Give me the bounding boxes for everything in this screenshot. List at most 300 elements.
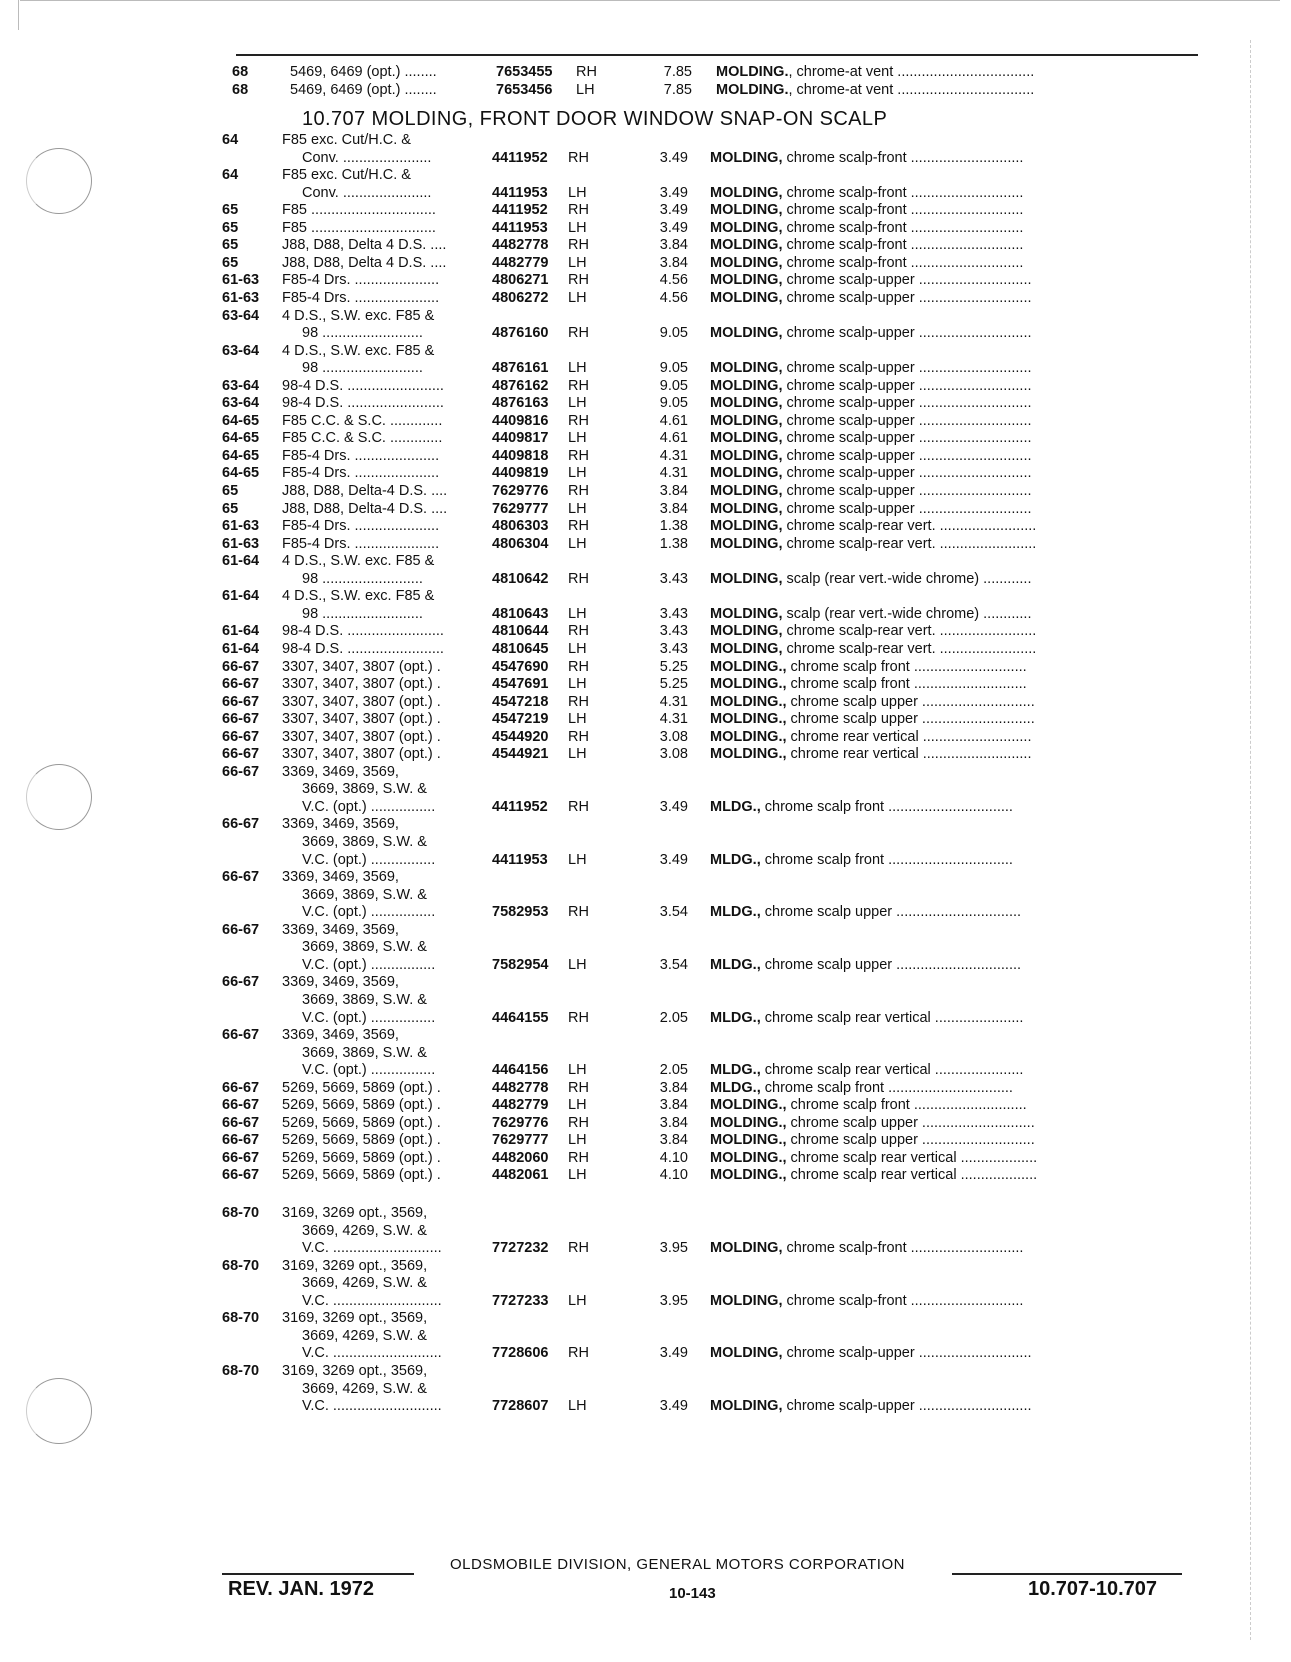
part-number: 7629776 xyxy=(492,1114,549,1131)
model-year: 64-65 xyxy=(222,412,260,429)
table-row xyxy=(0,1131,1291,1150)
table-row-continuation xyxy=(0,1257,1291,1276)
part-name-keyword: MOLDING, xyxy=(710,447,783,464)
part-name-keyword: MLDG., xyxy=(710,956,761,973)
table-row xyxy=(0,289,1291,308)
part-number: 4411952 xyxy=(492,798,548,815)
part-name-keyword: MOLDING, xyxy=(710,377,783,394)
model-year: 66-67 xyxy=(222,1114,260,1131)
footer-division: OLDSMOBILE DIVISION, GENERAL MOTORS CORPORATION xyxy=(450,1556,905,1573)
part-name-keyword: MOLDING, xyxy=(710,289,783,306)
table-row xyxy=(0,675,1291,694)
model-description: F85 exc. Cut/H.C. & xyxy=(282,167,411,184)
model-description: 3669, 3869, S.W. & xyxy=(302,886,427,903)
part-name-keyword: MLDG., xyxy=(710,798,761,815)
part-name xyxy=(716,81,1131,100)
list-price: 3.43 xyxy=(659,605,688,622)
part-name-detail: scalp (rear vert.-wide chrome) ............ xyxy=(782,570,1032,587)
model-description: V.C. ........................... xyxy=(302,1398,442,1415)
part-name-keyword: MOLDING, xyxy=(710,254,783,271)
part-number: 4464155 xyxy=(492,1009,549,1026)
model-description: 3669, 4269, S.W. & xyxy=(302,1380,427,1397)
model-description: F85 ............................... xyxy=(282,202,436,219)
side: RH xyxy=(568,377,589,394)
model-description: F85-4 Drs. ..................... xyxy=(282,289,440,306)
model-description: 3369, 3469, 3569, xyxy=(282,974,399,991)
part-name-keyword: MOLDING, xyxy=(710,149,783,166)
part-name xyxy=(710,535,1125,554)
table-row xyxy=(0,219,1291,238)
table-row-continuation xyxy=(0,1380,1291,1399)
part-name-keyword: MOLDING., xyxy=(710,1149,787,1166)
side: RH xyxy=(568,237,589,254)
side: LH xyxy=(568,640,587,657)
table-row xyxy=(0,622,1291,641)
part-name-detail: chrome scalp-rear vert. ........................ xyxy=(782,640,1037,657)
part-name xyxy=(710,1397,1125,1416)
table-row-continuation xyxy=(0,307,1291,326)
part-name xyxy=(710,359,1125,378)
side: RH xyxy=(568,149,589,166)
side: RH xyxy=(576,64,597,80)
table-row-continuation xyxy=(0,833,1291,852)
model-year: 68-70 xyxy=(222,1257,260,1274)
part-number: 7727232 xyxy=(492,1240,549,1257)
model-description: V.C. (opt.) ................ xyxy=(302,851,436,868)
part-number: 7582954 xyxy=(492,956,549,973)
part-name-detail: scalp (rear vert.-wide chrome) ............ xyxy=(782,605,1032,622)
table-row-continuation xyxy=(0,1204,1291,1223)
part-number: 4482060 xyxy=(492,1149,549,1166)
model-description: 98-4 D.S. ........................ xyxy=(282,395,444,412)
list-price: 3.84 xyxy=(659,1097,688,1114)
part-name xyxy=(710,377,1125,396)
list-price: 7.85 xyxy=(663,64,692,80)
list-price: 3.43 xyxy=(659,623,688,640)
part-name-keyword: MLDG., xyxy=(710,1009,761,1026)
model-description: 3669, 4269, S.W. & xyxy=(302,1275,427,1292)
model-description: Conv. ...................... xyxy=(302,184,432,201)
part-name-keyword: MOLDING. xyxy=(716,81,789,98)
part-name-detail: chrome scalp-front ............................ xyxy=(782,237,1024,254)
model-year: 63-64 xyxy=(222,395,260,412)
model-year: 68-70 xyxy=(222,1362,260,1379)
side: LH xyxy=(568,1167,587,1184)
part-name-detail: , chrome-at vent .................................. xyxy=(788,64,1035,80)
side: LH xyxy=(568,535,587,552)
model-year: 65 xyxy=(222,202,239,219)
part-number: 4876161 xyxy=(492,360,549,377)
part-name xyxy=(710,1292,1125,1311)
part-name xyxy=(710,500,1125,519)
part-name-keyword: MOLDING, xyxy=(710,219,783,236)
part-number: 4409819 xyxy=(492,465,549,482)
part-name-detail: chrome scalp rear vertical ...................... xyxy=(760,1009,1024,1026)
side: LH xyxy=(568,465,587,482)
model-description: 3307, 3407, 3807 (opt.) . xyxy=(282,728,441,745)
table-row xyxy=(0,324,1291,343)
table-row-continuation xyxy=(0,166,1291,185)
model-description: 3669, 3869, S.W. & xyxy=(302,1044,427,1061)
model-description: 4 D.S., S.W. exc. F85 & xyxy=(282,342,435,359)
list-price: 1.38 xyxy=(659,518,688,535)
part-name xyxy=(710,219,1125,238)
list-price: 4.31 xyxy=(659,711,688,728)
side: RH xyxy=(568,202,589,219)
model-year: 61-64 xyxy=(222,640,260,657)
side: RH xyxy=(568,904,589,921)
model-description: F85 exc. Cut/H.C. & xyxy=(282,132,411,148)
side: LH xyxy=(568,1398,587,1415)
part-name-keyword: MOLDING, xyxy=(710,412,783,429)
part-name-keyword: MLDG., xyxy=(710,1062,761,1079)
model-year: 68-70 xyxy=(222,1310,260,1327)
part-name-keyword: MOLDING, xyxy=(710,1345,783,1362)
part-name-keyword: MOLDING, xyxy=(710,1398,783,1415)
part-name xyxy=(710,1114,1125,1133)
table-row-continuation xyxy=(0,1309,1291,1328)
part-number: 7728606 xyxy=(492,1345,549,1362)
model-description: 5269, 5669, 5869 (opt.) . xyxy=(282,1114,441,1131)
part-name-detail: chrome scalp-front ............................ xyxy=(782,254,1024,271)
part-name xyxy=(710,1131,1125,1150)
list-price: 4.56 xyxy=(659,272,688,289)
part-name-keyword: MOLDING, xyxy=(710,605,783,622)
list-price: 4.10 xyxy=(659,1167,688,1184)
part-name-detail: chrome scalp upper ............................ xyxy=(786,1114,1035,1131)
model-description: V.C. (opt.) ................ xyxy=(302,956,436,973)
model-description: 3307, 3407, 3807 (opt.) . xyxy=(282,658,441,675)
part-name-keyword: MOLDING, xyxy=(710,535,783,552)
part-number: 7629777 xyxy=(492,1132,549,1149)
table-row xyxy=(0,693,1291,712)
table-row xyxy=(0,851,1291,870)
table-row-continuation xyxy=(0,1274,1291,1293)
part-name xyxy=(710,605,1125,624)
part-name xyxy=(710,851,1125,870)
list-price: 9.05 xyxy=(659,377,688,394)
side: LH xyxy=(568,254,587,271)
part-name xyxy=(710,324,1125,343)
part-name-keyword: MOLDING., xyxy=(710,1167,787,1184)
model-year: 63-64 xyxy=(222,307,260,324)
part-name-detail: chrome scalp-upper ............................ xyxy=(782,483,1032,499)
model-year: 64-65 xyxy=(222,447,260,464)
footer-revision: REV. JAN. 1972 xyxy=(228,1578,375,1600)
list-price: 3.08 xyxy=(659,746,688,763)
table-row-continuation xyxy=(0,342,1291,361)
model-description: 3369, 3469, 3569, xyxy=(282,869,399,886)
part-name-keyword: MOLDING., xyxy=(710,693,787,710)
model-description: 5269, 5669, 5869 (opt.) . xyxy=(282,1097,441,1114)
model-description: 3369, 3469, 3569, xyxy=(282,921,399,938)
list-price: 2.05 xyxy=(659,1062,688,1079)
model-year: 61-63 xyxy=(222,272,260,289)
list-price: 4.31 xyxy=(659,465,688,482)
part-name-keyword: MOLDING, xyxy=(710,430,783,447)
table-row xyxy=(0,500,1291,519)
table-row xyxy=(0,236,1291,255)
model-year: 65 xyxy=(222,237,239,254)
model-description: F85-4 Drs. ..................... xyxy=(282,518,440,535)
model-description: Conv. ...................... xyxy=(302,149,432,166)
model-description: 5269, 5669, 5869 (opt.) . xyxy=(282,1132,441,1149)
part-number: 4411952 xyxy=(492,149,548,166)
part-name-detail: chrome scalp front ............................ xyxy=(786,1097,1027,1114)
part-name xyxy=(710,482,1125,501)
part-number: 4482779 xyxy=(492,254,549,271)
side: RH xyxy=(568,693,589,710)
side: LH xyxy=(568,1097,587,1114)
model-description: V.C. ........................... xyxy=(302,1240,442,1257)
part-name-detail: chrome scalp-upper ............................ xyxy=(782,500,1032,517)
model-year: 65 xyxy=(222,500,239,517)
part-name-detail: , chrome-at vent .................................. xyxy=(788,81,1035,98)
table-row xyxy=(0,377,1291,396)
model-year: 66-67 xyxy=(222,711,260,728)
table-row xyxy=(0,271,1291,290)
list-price: 3.84 xyxy=(659,1114,688,1131)
part-name-keyword: MOLDING, xyxy=(710,360,783,377)
model-year: 65 xyxy=(222,254,239,271)
part-name xyxy=(710,236,1125,255)
model-description: 3669, 4269, S.W. & xyxy=(302,1327,427,1344)
part-name-keyword: MOLDING., xyxy=(710,711,787,728)
table-row-continuation xyxy=(0,1362,1291,1381)
part-name-detail: chrome scalp-front ............................ xyxy=(782,202,1024,219)
model-year: 64 xyxy=(222,132,239,148)
part-name-keyword: MOLDING, xyxy=(710,1292,783,1309)
part-name xyxy=(710,254,1125,273)
part-name-keyword: MOLDING, xyxy=(710,483,783,499)
part-name xyxy=(710,429,1125,448)
part-name-keyword: MOLDING., xyxy=(710,728,787,745)
part-name xyxy=(710,1166,1125,1185)
part-name-detail: chrome scalp rear vertical ................... xyxy=(786,1149,1038,1166)
table-row xyxy=(0,1114,1291,1133)
table-row xyxy=(0,1149,1291,1168)
part-name xyxy=(710,289,1125,308)
list-price: 9.05 xyxy=(659,325,688,342)
table-row xyxy=(0,956,1291,975)
model-description: 4 D.S., S.W. exc. F85 & xyxy=(282,588,435,605)
model-year: 66-67 xyxy=(222,763,260,780)
part-name-detail: chrome scalp front ............................ xyxy=(786,658,1027,675)
table-row-continuation xyxy=(0,991,1291,1010)
side: RH xyxy=(568,1345,589,1362)
carryover-row xyxy=(0,81,1291,100)
table-row-continuation xyxy=(0,868,1291,887)
part-number: 7653455 xyxy=(496,64,553,80)
side: RH xyxy=(568,658,589,675)
part-name-detail: chrome scalp front ............................... xyxy=(760,851,1013,868)
model-description: 3669, 4269, S.W. & xyxy=(302,1222,427,1239)
model-description: F85-4 Drs. ..................... xyxy=(282,465,440,482)
part-name xyxy=(716,63,1131,82)
table-row xyxy=(0,710,1291,729)
part-number: 4411952 xyxy=(492,202,548,219)
side: RH xyxy=(568,1240,589,1257)
table-row xyxy=(0,149,1291,168)
model-year: 68 xyxy=(232,64,249,80)
model-description: V.C. (opt.) ................ xyxy=(302,798,436,815)
model-description: 3669, 3869, S.W. & xyxy=(302,939,427,956)
part-name-detail: chrome rear vertical ........................... xyxy=(786,746,1032,763)
part-name-detail: chrome rear vertical ........................... xyxy=(786,728,1032,745)
part-name-keyword: MOLDING, xyxy=(710,465,783,482)
table-row-continuation xyxy=(0,763,1291,782)
part-name xyxy=(710,640,1125,659)
part-name xyxy=(710,1096,1125,1115)
part-number: 4810643 xyxy=(492,605,549,622)
part-name-detail: chrome scalp-front ............................ xyxy=(782,1240,1024,1257)
list-price: 4.61 xyxy=(659,430,688,447)
model-description: 98-4 D.S. ........................ xyxy=(282,377,444,394)
model-year: 66-67 xyxy=(222,658,260,675)
part-name xyxy=(710,570,1125,589)
part-name xyxy=(710,728,1125,747)
part-name xyxy=(710,201,1125,220)
model-description: F85 C.C. & S.C. ............. xyxy=(282,412,443,429)
part-number: 4411953 xyxy=(492,184,548,201)
table-row-continuation xyxy=(0,815,1291,834)
list-price: 1.38 xyxy=(659,535,688,552)
table-row xyxy=(0,903,1291,922)
model-description: 98-4 D.S. ........................ xyxy=(282,640,444,657)
part-name-detail: chrome scalp rear vertical ...................... xyxy=(760,1062,1024,1079)
footer-page-number: 10-143 xyxy=(669,1585,716,1602)
side: LH xyxy=(568,430,587,447)
side: LH xyxy=(568,676,587,693)
table-row xyxy=(0,1061,1291,1080)
part-name-detail: chrome scalp-upper ............................ xyxy=(782,1345,1032,1362)
table-row xyxy=(0,745,1291,764)
model-year: 66-67 xyxy=(222,1167,260,1184)
model-description: 98 ......................... xyxy=(302,325,423,342)
model-description: V.C. ........................... xyxy=(302,1292,442,1309)
part-number: 7629777 xyxy=(492,500,549,517)
table-row xyxy=(0,517,1291,536)
part-name xyxy=(710,1149,1125,1168)
part-name-detail: chrome scalp-upper ............................ xyxy=(782,395,1032,412)
model-description: V.C. ........................... xyxy=(302,1345,442,1362)
side: RH xyxy=(568,623,589,640)
part-number: 4876163 xyxy=(492,395,549,412)
footer-rule-right xyxy=(952,1573,1182,1575)
side: LH xyxy=(568,360,587,377)
part-number: 4876162 xyxy=(492,377,549,394)
model-year: 66-67 xyxy=(222,816,260,833)
model-description: 3369, 3469, 3569, xyxy=(282,1027,399,1044)
model-description: 5269, 5669, 5869 (opt.) . xyxy=(282,1167,441,1184)
model-description: 3369, 3469, 3569, xyxy=(282,816,399,833)
side: LH xyxy=(568,289,587,306)
table-row-continuation xyxy=(0,587,1291,606)
list-price: 4.10 xyxy=(659,1149,688,1166)
model-description: J88, D88, Delta-4 D.S. .... xyxy=(282,500,448,517)
part-name xyxy=(710,517,1125,536)
model-year: 66-67 xyxy=(222,1132,260,1149)
model-description: 3669, 3869, S.W. & xyxy=(302,834,427,850)
model-description: 5269, 5669, 5869 (opt.) . xyxy=(282,1149,441,1166)
side: RH xyxy=(568,483,589,499)
part-name-keyword: MOLDING, xyxy=(710,623,783,640)
list-price: 3.49 xyxy=(659,219,688,236)
part-name-detail: chrome scalp-upper ............................ xyxy=(782,412,1032,429)
part-name xyxy=(710,745,1125,764)
side: RH xyxy=(568,1149,589,1166)
model-year: 61-63 xyxy=(222,535,260,552)
table-row-continuation xyxy=(0,1026,1291,1045)
table-row xyxy=(0,1239,1291,1258)
part-name xyxy=(710,1079,1125,1098)
model-year: 66-67 xyxy=(222,693,260,710)
top-rule xyxy=(236,54,1198,56)
model-description: 3307, 3407, 3807 (opt.) . xyxy=(282,711,441,728)
model-year: 63-64 xyxy=(222,377,260,394)
model-year: 63-64 xyxy=(222,342,260,359)
model-description: 3169, 3269 opt., 3569, xyxy=(282,1362,428,1379)
table-row-continuation xyxy=(0,131,1291,150)
part-number: 4464156 xyxy=(492,1062,549,1079)
part-number: 4409816 xyxy=(492,412,549,429)
list-price: 9.05 xyxy=(659,360,688,377)
part-name-keyword: MOLDING, xyxy=(710,184,783,201)
part-name-detail: chrome scalp front ............................... xyxy=(760,1079,1013,1096)
table-row xyxy=(0,1397,1291,1416)
table-row xyxy=(0,184,1291,203)
part-name xyxy=(710,903,1125,922)
part-name xyxy=(710,956,1125,975)
table-row-continuation xyxy=(0,921,1291,940)
table-row xyxy=(0,429,1291,448)
part-name-keyword: MOLDING., xyxy=(710,676,787,693)
table-row xyxy=(0,570,1291,589)
model-year: 61-64 xyxy=(222,623,260,640)
scan-edge-top xyxy=(20,0,1280,1)
model-year: 66-67 xyxy=(222,1079,260,1096)
side: LH xyxy=(568,711,587,728)
list-price: 2.05 xyxy=(659,1009,688,1026)
part-name-detail: chrome scalp-upper ............................ xyxy=(782,360,1032,377)
table-row-continuation xyxy=(0,552,1291,571)
model-description: 5269, 5669, 5869 (opt.) . xyxy=(282,1079,441,1096)
part-number: 7727233 xyxy=(492,1292,549,1309)
part-name-detail: chrome scalp-upper ............................ xyxy=(782,465,1032,482)
model-year: 61-63 xyxy=(222,289,260,306)
model-year: 61-64 xyxy=(222,553,260,570)
table-row xyxy=(0,359,1291,378)
list-price: 3.84 xyxy=(659,1079,688,1096)
part-number: 4806272 xyxy=(492,289,549,306)
table-row-continuation xyxy=(0,973,1291,992)
list-price: 4.61 xyxy=(659,412,688,429)
list-price: 7.85 xyxy=(663,81,692,98)
model-description: 98 ......................... xyxy=(302,605,423,622)
part-name-detail: chrome scalp front ............................... xyxy=(760,798,1013,815)
model-year: 65 xyxy=(222,219,239,236)
table-row-continuation xyxy=(0,886,1291,905)
model-description: 3669, 3869, S.W. & xyxy=(302,781,427,798)
part-name xyxy=(710,693,1125,712)
part-name xyxy=(710,658,1125,677)
part-name xyxy=(710,394,1125,413)
part-number: 4810642 xyxy=(492,570,549,587)
side: RH xyxy=(568,518,589,535)
part-name-detail: chrome scalp-rear vert. ........................ xyxy=(782,623,1037,640)
model-year: 66-67 xyxy=(222,746,260,763)
model-description: F85-4 Drs. ..................... xyxy=(282,535,440,552)
